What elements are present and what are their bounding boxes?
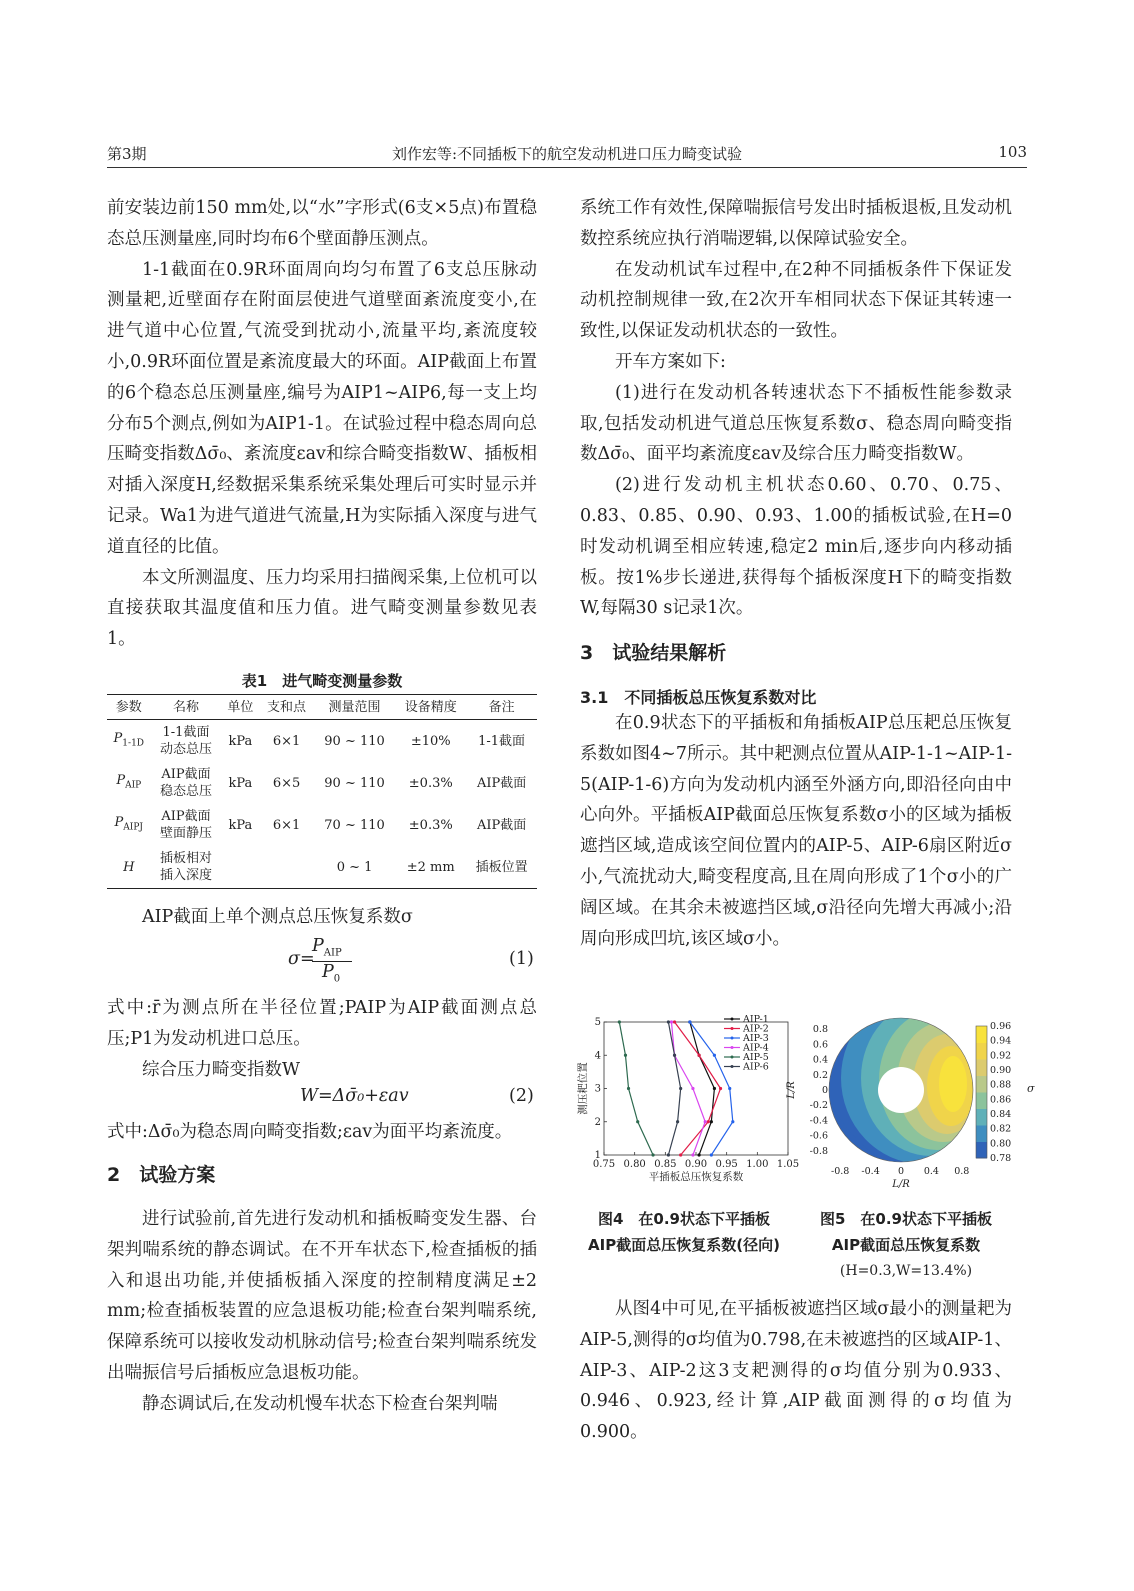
table-cell: 6×1 (272, 733, 301, 749)
x-axis-label: 平插板总压恢复系数 (648, 1171, 744, 1183)
colorbar-tick-label: 0.84 (990, 1109, 1012, 1120)
y-tick-label: 1 (594, 1150, 601, 1161)
running-header (107, 143, 1027, 169)
paragraph: 前安装边前150 mm处,以“水”字形式(6支×5点)布置稳态总压测量座,同时均布6个壁面静压测点。 (107, 198, 537, 249)
legend-marker (731, 1046, 734, 1049)
colorbar-tick-label: 0.90 (990, 1065, 1012, 1076)
y-tick-label: 5 (594, 1017, 601, 1028)
paragraph: AIP截面上单个测点总压恢复系数σ (142, 907, 413, 927)
colorbar-tick-label: 0.96 (990, 1021, 1012, 1032)
table-cell: 6×5 (272, 775, 301, 791)
table-cell: AIP截面 (476, 817, 527, 833)
x-tick-label: 1.00 (746, 1159, 769, 1170)
table-title: 表1 进气畸变测量参数 (241, 672, 403, 690)
table-cell-line: 壁面静压 (159, 826, 212, 841)
x-tick-label: 0.4 (923, 1166, 939, 1177)
x-tick-label: 1.05 (776, 1159, 800, 1170)
y-tick-label: -0.8 (809, 1145, 828, 1157)
table-cell-line: 稳态总压 (159, 784, 212, 799)
hub-hole (878, 1067, 924, 1113)
table-header-row (107, 695, 537, 720)
data-point (624, 1054, 627, 1057)
table-cell-line: AIP截面 (161, 809, 211, 824)
table-cell: $P_{AIPJ}$ (114, 814, 144, 833)
contour-band (939, 1056, 967, 1112)
data-point (731, 1120, 734, 1123)
y-tick-label: 4 (594, 1050, 601, 1062)
table-cell-line: AIP截面 (161, 767, 211, 782)
y-tick-label: 0.2 (812, 1069, 828, 1081)
table-header-cell: 备注 (466, 695, 537, 720)
figure-4-caption (578, 1206, 790, 1258)
data-point (710, 1153, 713, 1156)
x-axis-label: L/R (892, 1179, 910, 1190)
table-1 (107, 694, 537, 889)
legend-label: AIP-1 (743, 1014, 769, 1025)
table-cell (151, 804, 222, 846)
table-cell: 90 ~ 110 (324, 733, 385, 749)
right-column-top (580, 193, 1012, 624)
data-point (636, 1120, 639, 1123)
equation-1-number: (1) (509, 949, 534, 969)
colorbar-segment (976, 1125, 987, 1142)
data-point (651, 1153, 654, 1156)
x-tick-label: 0.90 (684, 1159, 708, 1170)
table-cell: 90 ~ 110 (324, 775, 385, 791)
right-column-bottom (580, 1294, 1012, 1448)
colorbar-tick-label: 0.80 (990, 1138, 1012, 1150)
paragraph: 进行试验前,首先进行发动机和插板畸变发生器、台架判喘系统的静态调试。在不开车状态下,检查插板的插入和退出功能,并使插板插入深度的控制精度满足±2 mm;检查插板装置的应急退板功能;检查台架判喘系统,保障系统可以接收发动机脉动信号;检查台架判喘系统发出喘振信号后插板应急退板功能。 (107, 1209, 537, 1383)
equation-2-number: (2) (509, 1086, 534, 1106)
table-cell: ±2 mm (395, 846, 466, 889)
paragraph: 从图4中可见,在平插板被遮挡区域σ最小的测量耙为AIP-5,测得的σ均值为0.798,在未被遮挡的区域AIP-1、AIP-3、AIP-2这3支耙测得的σ均值分别为0.933、0.946、0.923,经计算,AIP截面测得的σ均值为0.900。 (580, 1299, 1012, 1443)
x-tick-label: 0.80 (623, 1159, 646, 1170)
paragraph: 本文所测温度、压力均采用扫描阀采集,上位机可以直接获取其温度值和压力值。进气畸变测量参数见表1。 (107, 567, 537, 650)
colorbar-segment (976, 1142, 987, 1159)
data-point (728, 1087, 731, 1090)
section-3-1-heading: 3.1 不同插板总压恢复系数对比 (580, 688, 817, 707)
legend-marker (731, 1027, 734, 1030)
y-tick-label: -0.6 (809, 1130, 828, 1142)
table-cell-line: 动态总压 (159, 742, 212, 757)
paragraph: 在发动机试车过程中,在2种不同插板条件下保证发动机控制规律一致,在2次开车相同状态下保证其转速一致性,以保证发动机状态的一致性。 (580, 259, 1012, 342)
legend-marker (731, 1018, 734, 1021)
colorbar-segment (976, 1059, 987, 1076)
paragraph: 式中:r̄为测点所在半径位置;PAIP为AIP截面测点总压;P1为发动机进口总压。 (107, 998, 537, 1049)
colorbar-tick-label: 0.92 (990, 1050, 1012, 1062)
equation-1 (288, 936, 368, 984)
data-point (679, 1087, 682, 1090)
legend-label: AIP-3 (743, 1033, 769, 1044)
data-point (704, 1120, 707, 1123)
data-point (707, 1120, 710, 1123)
right-column-mid (580, 708, 1012, 954)
table-header-cell: 名称 (151, 695, 222, 720)
legend-label: AIP-6 (743, 1061, 769, 1073)
table-cell-line: 1-1截面 (162, 725, 210, 740)
data-point (676, 1120, 679, 1123)
header-rule (107, 167, 1027, 168)
paragraph: 综合压力畸变指数W (142, 1059, 300, 1080)
table-cell: 插板位置 (466, 846, 537, 889)
data-point (667, 1153, 670, 1156)
table-cell (221, 846, 259, 889)
data-point (688, 1020, 691, 1023)
data-point (627, 1087, 630, 1090)
table-row (107, 762, 537, 804)
table-cell: kPa (228, 733, 253, 749)
fig5-caption-line3: (H=0.3,W=13.4%) (839, 1263, 973, 1279)
y-tick-label: 2 (594, 1116, 601, 1128)
legend-label: AIP-2 (743, 1023, 769, 1035)
table-cell: AIP截面 (476, 775, 527, 791)
table-cell: 70 ~ 110 (324, 817, 385, 833)
x-tick-label: -0.8 (831, 1166, 850, 1177)
series-line (619, 1022, 653, 1155)
data-point (691, 1087, 694, 1090)
series-line (690, 1022, 733, 1155)
colorbar-segment (976, 1109, 987, 1126)
legend-marker (731, 1037, 734, 1040)
legend-marker (731, 1065, 734, 1068)
table-row (107, 846, 537, 889)
y-tick-label: 0.6 (812, 1039, 828, 1051)
data-point (697, 1054, 700, 1057)
paragraph: (1)进行在发动机各转速状态下不插板性能参数录取,包括发动机进气道总压恢复系数σ、稳态周向畸变指数Δσ̄₀、面平均紊流度εav及综合压力畸变指数W。 (580, 382, 1012, 465)
data-point (679, 1153, 682, 1156)
legend-label: AIP-4 (743, 1042, 769, 1054)
data-point (697, 1153, 700, 1156)
table-cell: $P_{AIP}$ (116, 772, 142, 791)
table-cell: $P_{1-1D}$ (113, 730, 145, 749)
x-tick-label: -0.4 (861, 1166, 880, 1177)
parameter-table (107, 694, 537, 889)
fig4-caption-line1: 图4 在0.9状态下平插板 (597, 1210, 770, 1228)
eq1-numerator: $P_{AIP}$ (312, 936, 342, 959)
left-column-bottom (107, 1204, 537, 1420)
y-axis-label: 测压耙位置 (577, 1062, 589, 1115)
equation-2: W=Δσ̄₀+εav (300, 1086, 409, 1106)
table-cell (151, 762, 222, 804)
series-line (671, 1022, 705, 1155)
y-tick-label: 0 (821, 1085, 828, 1096)
data-point (667, 1020, 670, 1023)
table-row (107, 720, 537, 763)
table-cell: ±10% (410, 733, 451, 749)
section-3-heading: 3 试验结果解析 (580, 642, 727, 664)
paragraph: 式中:Δσ̄₀为稳态周向畸变指数;εav为面平均紊流度。 (107, 1122, 513, 1142)
paragraph: 开车方案如下: (615, 351, 726, 372)
y-tick-label: 0.8 (812, 1024, 828, 1036)
table-header-cell: 单位 (221, 695, 259, 720)
data-point (673, 1054, 676, 1057)
table-header-cell: 测量范围 (314, 695, 396, 720)
page-number: 103 (998, 143, 1027, 161)
table-cell: kPa (228, 775, 253, 791)
y-tick-label: 0.4 (812, 1054, 828, 1066)
data-point (691, 1153, 694, 1156)
fig4-caption-line2: AIP截面总压恢复系数(径向) (588, 1236, 780, 1254)
colorbar-segment (976, 1076, 987, 1093)
data-point (713, 1054, 716, 1057)
table-cell: 0 ~ 1 (314, 846, 396, 889)
x-tick-label: 0.75 (592, 1159, 616, 1170)
table-cell (151, 720, 222, 763)
table-cell-line: 插入深度 (159, 868, 212, 883)
paragraph: 系统工作有效性,保障喘振信号发出时插板退板,且发动机数控系统应执行消喘逻辑,以保障试验安全。 (580, 198, 1012, 249)
eq1-denominator: $P_0$ (322, 962, 341, 985)
fig5-caption-line2: AIP截面总压恢复系数 (831, 1236, 981, 1254)
fig5-chart (776, 1010, 1035, 1200)
y-tick-label: 3 (594, 1083, 601, 1095)
figure-5-caption (800, 1206, 1012, 1284)
data-point (710, 1120, 713, 1123)
eq1-lhs: σ= (288, 949, 315, 969)
colorbar-tick-label: 0.86 (990, 1094, 1012, 1106)
paragraph: 在0.9状态下的平插板和角插板AIP总压耙总压恢复系数如图4~7所示。其中耙测点位置从AIP-1-1~AIP-1-5(AIP-1-6)方向为发动机内涵至外涵方向,即沿径向由中心向外。平插板AIP截面总压恢复系数σ小的区域为插板遮挡区域,造成该空间位置内的AIP-5、AIP-6扇区附近σ小,气流扰动大,畸变程度高,且在周向形成了1个σ小的广阔区域。在其余未被遮挡区域,σ沿径向先增大再减小;沿周向形成凹坑,该区域σ小。 (580, 713, 1012, 949)
figure-5 (776, 1010, 1035, 1200)
figure-4 (574, 1010, 800, 1190)
x-tick-label: 0.8 (954, 1166, 970, 1177)
left-column-p7 (107, 1117, 537, 1148)
legend-marker (731, 1056, 734, 1059)
table-cell: 6×1 (272, 817, 301, 833)
x-tick-label: 0.85 (654, 1159, 677, 1170)
colorbar-label: σ (1027, 1082, 1035, 1095)
legend-label: AIP-5 (743, 1052, 769, 1063)
table-cell-line: 插板相对 (159, 851, 212, 866)
data-point (713, 1087, 716, 1090)
series-line (668, 1022, 680, 1155)
table-cell: 1-1截面 (478, 733, 526, 749)
y-axis-label: L/R (786, 1081, 797, 1099)
table-cell: ±0.3% (408, 817, 453, 833)
colorbar-segment (976, 1043, 987, 1060)
data-point (670, 1020, 673, 1023)
x-tick-label: 0.95 (715, 1159, 738, 1170)
y-tick-label: -0.2 (809, 1100, 828, 1112)
table-header-cell: 支和点 (259, 695, 313, 720)
data-point (673, 1020, 676, 1023)
table-cell (151, 846, 222, 889)
data-point (719, 1087, 722, 1090)
paragraph: (2)进行发动机主机状态0.60、0.70、0.75、0.83、0.85、0.90、0.93、1.00的插板试验,在H=0时发动机调至相应转速,稳定2 min后,逐步向内移动插板。按1%步长递进,获得每个插板深度H下的畸变指数W,每隔30 s记录1次。 (580, 475, 1012, 619)
running-title: 刘作宏等:不同插板下的航空发动机进口压力畸变试验 (391, 145, 743, 163)
table-cell (259, 846, 313, 889)
left-column-mid (107, 993, 537, 1085)
data-point (618, 1020, 621, 1023)
table-header-cell: 参数 (107, 695, 151, 720)
y-tick-label: -0.4 (809, 1115, 828, 1127)
colorbar-tick-label: 0.94 (990, 1035, 1012, 1047)
section-2-heading: 2 试验方案 (107, 1164, 216, 1186)
colorbar-segment (976, 1026, 987, 1043)
colorbar-tick-label: 0.78 (990, 1153, 1012, 1164)
x-tick-label: 0 (897, 1166, 905, 1177)
table-cell: H (107, 846, 151, 889)
left-column-eq (107, 902, 537, 933)
issue-label: 第3期 (107, 145, 147, 163)
table-cell: kPa (228, 817, 253, 833)
table-row (107, 804, 537, 846)
colorbar-tick-label: 0.88 (990, 1079, 1012, 1091)
table-header-cell: 设备精度 (395, 695, 466, 720)
fig4-chart (574, 1010, 800, 1190)
colorbar-segment (976, 1092, 987, 1109)
paragraph: 静态调试后,在发动机慢车状态下检查台架判喘 (142, 1393, 498, 1414)
paragraph: 1-1截面在0.9R环面周向均匀布置了6支总压脉动测量耙,近壁面存在附面层使进气道壁面紊流度变小,在进气道中心位置,气流受到扰动小,流量平均,紊流度较小,0.9R环面位置是紊流度最大的环面。AIP截面上布置的6个稳态总压测量座,编号为AIP1~AIP6,每一支上均分布5个测点,例如为AIP1-1。在试验过程中稳态周向总压畸变指数Δσ̄₀、紊流度εav和综合畸变指数W、插板相对插入深度H,经数据采集系统采集处理后可实时显示并记录。Wa1为进气道进气流量,H为实际插入深度与进气道直径的比值。 (107, 259, 537, 557)
left-column-top (107, 193, 537, 655)
fig5-caption-line1: 图5 在0.9状态下平插板 (819, 1210, 992, 1228)
table-cell: ±0.3% (408, 775, 453, 791)
colorbar-tick-label: 0.82 (990, 1123, 1012, 1135)
